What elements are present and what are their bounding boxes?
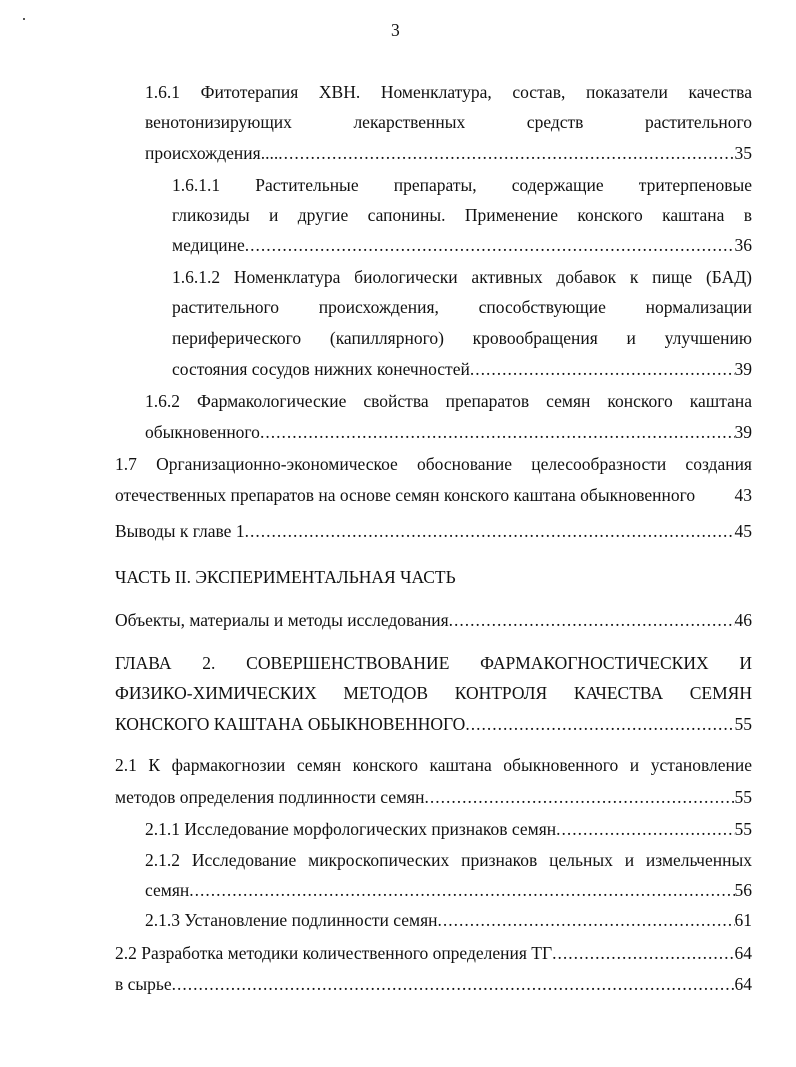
toc-entry-last-line bbox=[115, 610, 752, 630]
toc-entry-title: 2.2 Разработка методики количественного определения ТГ bbox=[115, 943, 553, 963]
toc-entry-last-line bbox=[115, 943, 752, 963]
toc-entry-last-line bbox=[115, 714, 752, 734]
toc-page-number: 43 bbox=[734, 485, 752, 505]
toc-page-number: 64 bbox=[734, 943, 752, 963]
toc-entry-line: 1.6.2 Фармакологические свойства препаратов семян конского каштана bbox=[145, 391, 752, 411]
toc-entry-line: гликозиды и другие сапонины. Применение конского каштана в bbox=[172, 205, 752, 225]
dot-leader bbox=[438, 910, 735, 930]
toc-page-number: 61 bbox=[734, 910, 752, 930]
toc-entry-title: обыкновенного bbox=[145, 422, 260, 442]
dot-leader bbox=[172, 974, 735, 994]
dot-leader bbox=[424, 787, 734, 807]
toc-entry-title: в сырье bbox=[115, 974, 172, 994]
scan-speck bbox=[23, 18, 25, 20]
toc-page-number: 55 bbox=[734, 787, 752, 807]
toc-entry-line: венотонизирующих лекарственных средств растительного bbox=[145, 112, 752, 132]
toc-page-number: 39 bbox=[734, 359, 752, 379]
dot-leader bbox=[260, 422, 735, 442]
toc-page-number: 56 bbox=[734, 880, 752, 900]
toc-entry-title: КОНСКОГО КАШТАНА ОБЫКНОВЕННОГО bbox=[115, 714, 466, 734]
toc-entry-line: периферического (капиллярного) кровообращения и улучшению bbox=[172, 328, 752, 348]
toc-page-number: 46 bbox=[734, 610, 752, 630]
dot-leader bbox=[189, 880, 734, 900]
toc-entry-last-line bbox=[145, 143, 752, 163]
dot-leader bbox=[278, 143, 734, 163]
toc-page-number: 45 bbox=[734, 521, 752, 541]
toc-page-number: 55 bbox=[734, 819, 752, 839]
toc-page-number: 36 bbox=[734, 235, 752, 255]
toc-entry-line: 1.6.1.2 Номенклатура биологически активных добавок к пище (БАД) bbox=[172, 267, 752, 287]
toc-entry-line: 1.6.1.1 Растительные препараты, содержащие тритерпеновые bbox=[172, 175, 752, 195]
dot-leader bbox=[470, 359, 735, 379]
toc-entry-last-line bbox=[145, 819, 752, 839]
toc-entry-title: отечественных препаратов на основе семян конского каштана обыкновенного bbox=[115, 485, 696, 505]
toc-entry-line: растительного происхождения, способствующие нормализации bbox=[172, 297, 752, 317]
toc-entry-title: состояния сосудов нижних конечностей bbox=[172, 359, 470, 379]
toc-entry-line: 1.6.1 Фитотерапия ХВН. Номенклатура, состав, показатели качества bbox=[145, 82, 752, 102]
toc-page-number: 35 bbox=[734, 143, 752, 163]
toc-entry-last-line bbox=[145, 422, 752, 442]
toc-entry-line: ГЛАВА 2. СОВЕРШЕНСТВОВАНИЕ ФАРМАКОГНОСТИЧЕСКИХ И bbox=[115, 653, 752, 673]
dot-leader bbox=[245, 521, 735, 541]
toc-entry-last-line bbox=[145, 880, 752, 900]
toc-entry-line: 2.1 К фармакогнозии семян конского каштана обыкновенного и установление bbox=[115, 755, 752, 775]
dot-leader bbox=[465, 714, 734, 734]
toc-entry-line: 2.1.2 Исследование микроскопических признаков цельных и измельченных bbox=[145, 850, 752, 870]
toc-entry-last-line bbox=[115, 485, 752, 505]
toc-entry-title: семян bbox=[145, 880, 190, 900]
dot-leader bbox=[245, 235, 735, 255]
toc-entry-last-line bbox=[115, 974, 752, 994]
toc-entry-title: 2.1.1 Исследование морфологических признаков семян bbox=[145, 819, 557, 839]
toc-entry-last-line bbox=[115, 787, 752, 807]
dot-leader bbox=[449, 610, 735, 630]
page-number: 3 bbox=[391, 20, 400, 40]
toc-entry-last-line bbox=[172, 235, 752, 255]
toc-page-number: 64 bbox=[734, 974, 752, 994]
toc-page-number: 55 bbox=[734, 714, 752, 734]
toc-entry-last-line bbox=[115, 521, 752, 541]
dot-leader bbox=[552, 943, 734, 963]
toc-page-number: 39 bbox=[734, 422, 752, 442]
toc-entry-title: медицине bbox=[172, 235, 245, 255]
toc-entry-title: происхождения.... bbox=[145, 143, 279, 163]
toc-entry-line: 1.7 Организационно-экономическое обоснование целесообразности создания bbox=[115, 454, 752, 474]
dot-leader bbox=[556, 819, 734, 839]
toc-entry-line: ФИЗИКО-ХИМИЧЕСКИХ МЕТОДОВ КОНТРОЛЯ КАЧЕСТВА СЕМЯН bbox=[115, 683, 752, 703]
toc-entry-title: 2.1.3 Установление подлинности семян bbox=[145, 910, 438, 930]
toc-entry-title: Выводы к главе 1 bbox=[115, 521, 245, 541]
section-heading: ЧАСТЬ II. ЭКСПЕРИМЕНТАЛЬНАЯ ЧАСТЬ bbox=[115, 567, 456, 587]
toc-entry-title: методов определения подлинности семян bbox=[115, 787, 425, 807]
toc-entry-last-line bbox=[172, 359, 752, 379]
toc-entry-last-line bbox=[145, 910, 752, 930]
toc-entry-title: Объекты, материалы и методы исследования bbox=[115, 610, 449, 630]
